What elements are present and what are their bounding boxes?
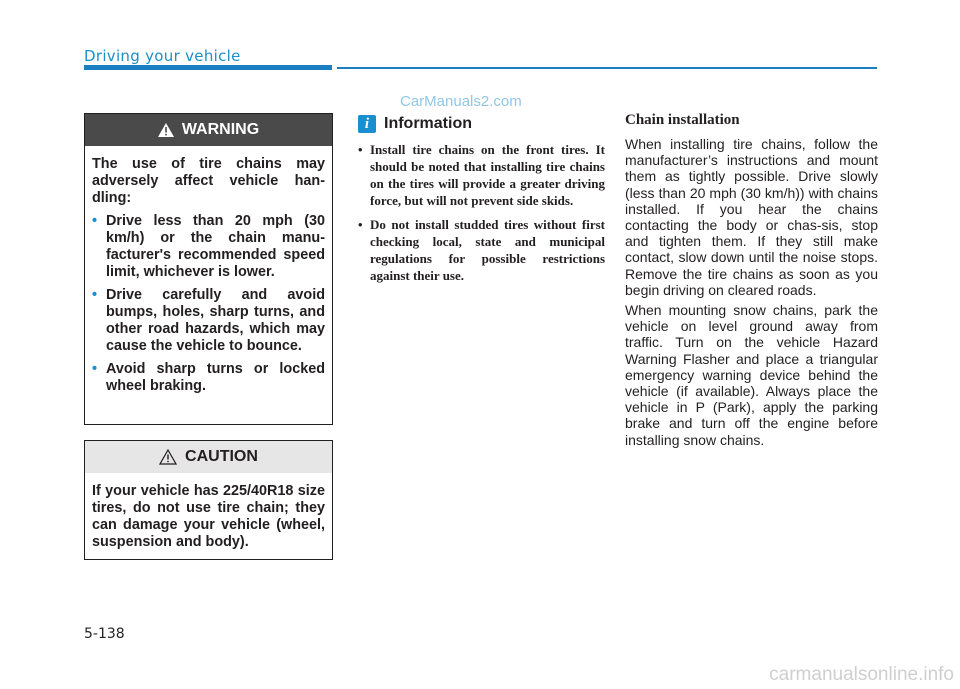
chain-installation-paragraph: When mounting snow chains, park the vehicle on level ground away from traffic. Turn on the vehicle Hazard Warning Flasher and place a triangular emergency warning device behind the vehicle (if available). Always place the vehicle in P (Park), apply the parking brake and turn off the engine before installing snow chains.	[625, 302, 878, 448]
warning-item: • Avoid sharp turns or locked wheel braking.	[92, 361, 325, 394]
chain-installation-paragraph: When installing tire chains, follow the manufacturer’s instructions and mount them as tightly possible. Drive slowly (less than 20 mph (30 km/h)) with chains installed. If you hear the chains contacting the body or chas-sis, stop and tighten them. If they still make contact, slow down until the noise stops. Remove the tire chains as soon as you begin driving on cleared roads.	[625, 136, 878, 298]
information-title: Information	[384, 115, 472, 132]
information-header	[358, 115, 605, 133]
warning-title: WARNING	[181, 121, 260, 138]
warning-list	[92, 213, 325, 395]
caution-text: If your vehicle has 225/40R18 size tires, do not use tire chain; they can damage your vehicle (wheel, suspension and body).	[92, 483, 325, 550]
watermark-top: CarManuals2.com	[400, 93, 522, 110]
chain-installation-section	[625, 112, 878, 452]
caution-triangle-icon	[159, 449, 177, 465]
caution-title: CAUTION	[185, 448, 258, 465]
warning-intro: The use of tire chains may adversely affect vehicle han-dling:	[92, 156, 325, 206]
watermark-bottom: carmanualsonline.info	[769, 664, 954, 685]
warning-item: • Drive carefully and avoid bumps, holes, sharp turns, and other road hazards, which may cause the vehicle to bounce.	[92, 287, 325, 354]
header-rule-thin	[337, 67, 877, 69]
header-rule-bold	[84, 65, 332, 70]
caution-body	[85, 473, 332, 551]
chain-installation-heading: Chain installation	[625, 112, 740, 128]
information-list	[358, 141, 605, 284]
warning-triangle-icon	[158, 123, 174, 137]
caution-box	[84, 440, 333, 560]
info-icon: i	[358, 115, 376, 133]
page-number: 5-138	[84, 626, 125, 642]
warning-body	[85, 146, 332, 395]
information-item: • Install tire chains on the front tires. It should be noted that installing tire chains on the tires will provide a greater driving force, but will not prevent side skids.	[358, 142, 605, 208]
caution-header	[85, 441, 332, 473]
warning-item: • Drive less than 20 mph (30 km/h) or the chain manu-facturer's recommended speed limit, whichever is lower.	[92, 213, 325, 280]
warning-header	[85, 114, 332, 146]
warning-box	[84, 113, 333, 425]
information-section	[358, 115, 605, 291]
section-title: Driving your vehicle	[84, 47, 241, 65]
information-item: • Do not install studded tires without first checking local, state and municipal regulations for possible restrictions against their use.	[358, 217, 605, 283]
